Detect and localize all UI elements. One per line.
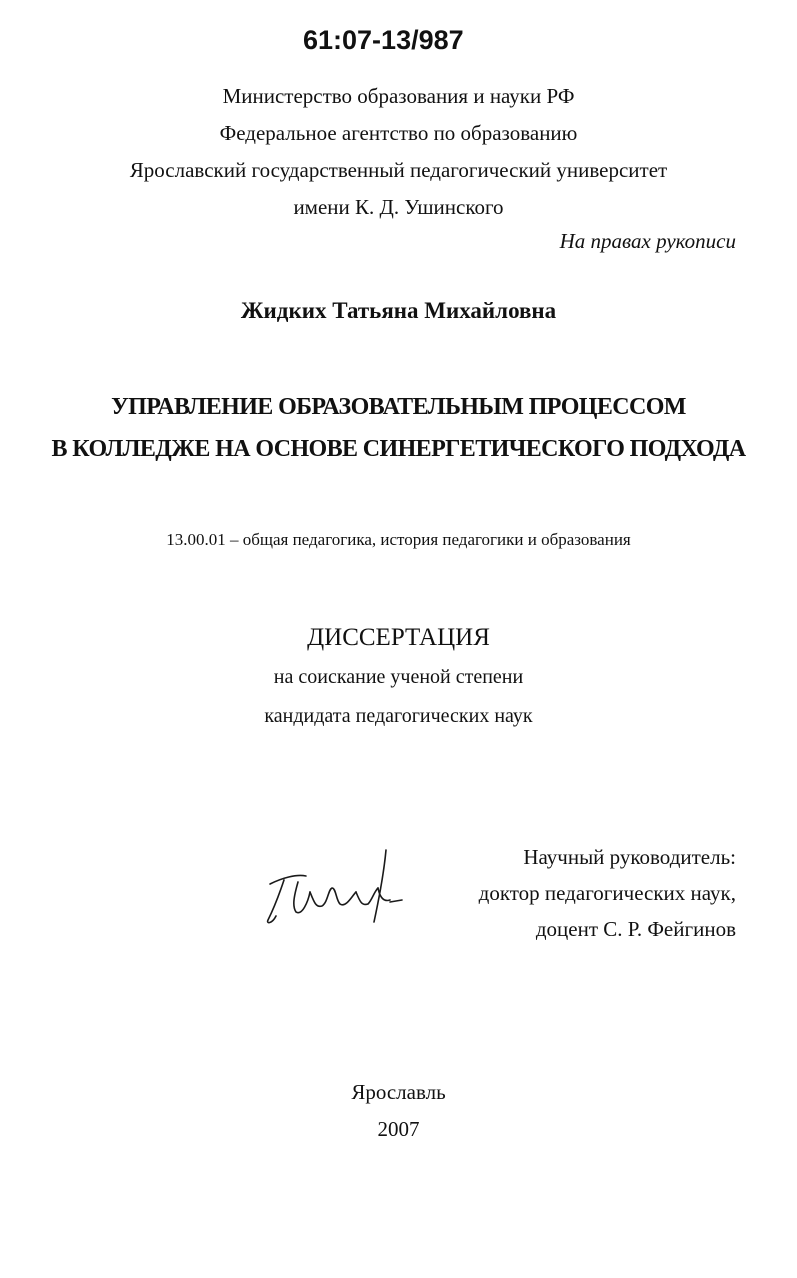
supervisor-line-1: Научный руководитель: xyxy=(523,845,736,869)
org-line-university: Ярославский государственный педагогический университет xyxy=(129,158,668,182)
org-line-ministry: Министерство образования и науки РФ xyxy=(222,84,575,108)
degree-line-1: на соискание ученой степени xyxy=(273,666,524,688)
title-line-1: УПРАВЛЕНИЕ ОБРАЗОВАТЕЛЬНЫМ ПРОЦЕССОМ xyxy=(111,394,686,420)
supervisor-line-3: доцент С. Р. Фейгинов xyxy=(535,917,736,941)
rights-note: На правах рукописи xyxy=(559,229,736,253)
author-name: Жидких Татьяна Михайловна xyxy=(240,298,557,323)
org-line-university-name: имени К. Д. Ушинского xyxy=(293,195,504,219)
supervisor-line-2: доктор педагогических наук, xyxy=(478,881,736,905)
org-line-agency: Федеральное агентство по образованию xyxy=(219,121,578,145)
degree-line-2: кандидата педагогических наук xyxy=(264,705,533,727)
signature xyxy=(262,842,412,932)
year: 2007 xyxy=(377,1117,420,1141)
stamp-number: 61:07-13/987 xyxy=(303,25,464,55)
title-line-2: В КОЛЛЕДЖЕ НА ОСНОВЕ СИНЕРГЕТИЧЕСКОГО ПОДХОДА xyxy=(51,436,746,462)
document-type: ДИССЕРТАЦИЯ xyxy=(307,624,490,651)
city: Ярославль xyxy=(351,1080,446,1104)
specialty: 13.00.01 – общая педагогика, история педагогики и образования xyxy=(166,530,631,549)
